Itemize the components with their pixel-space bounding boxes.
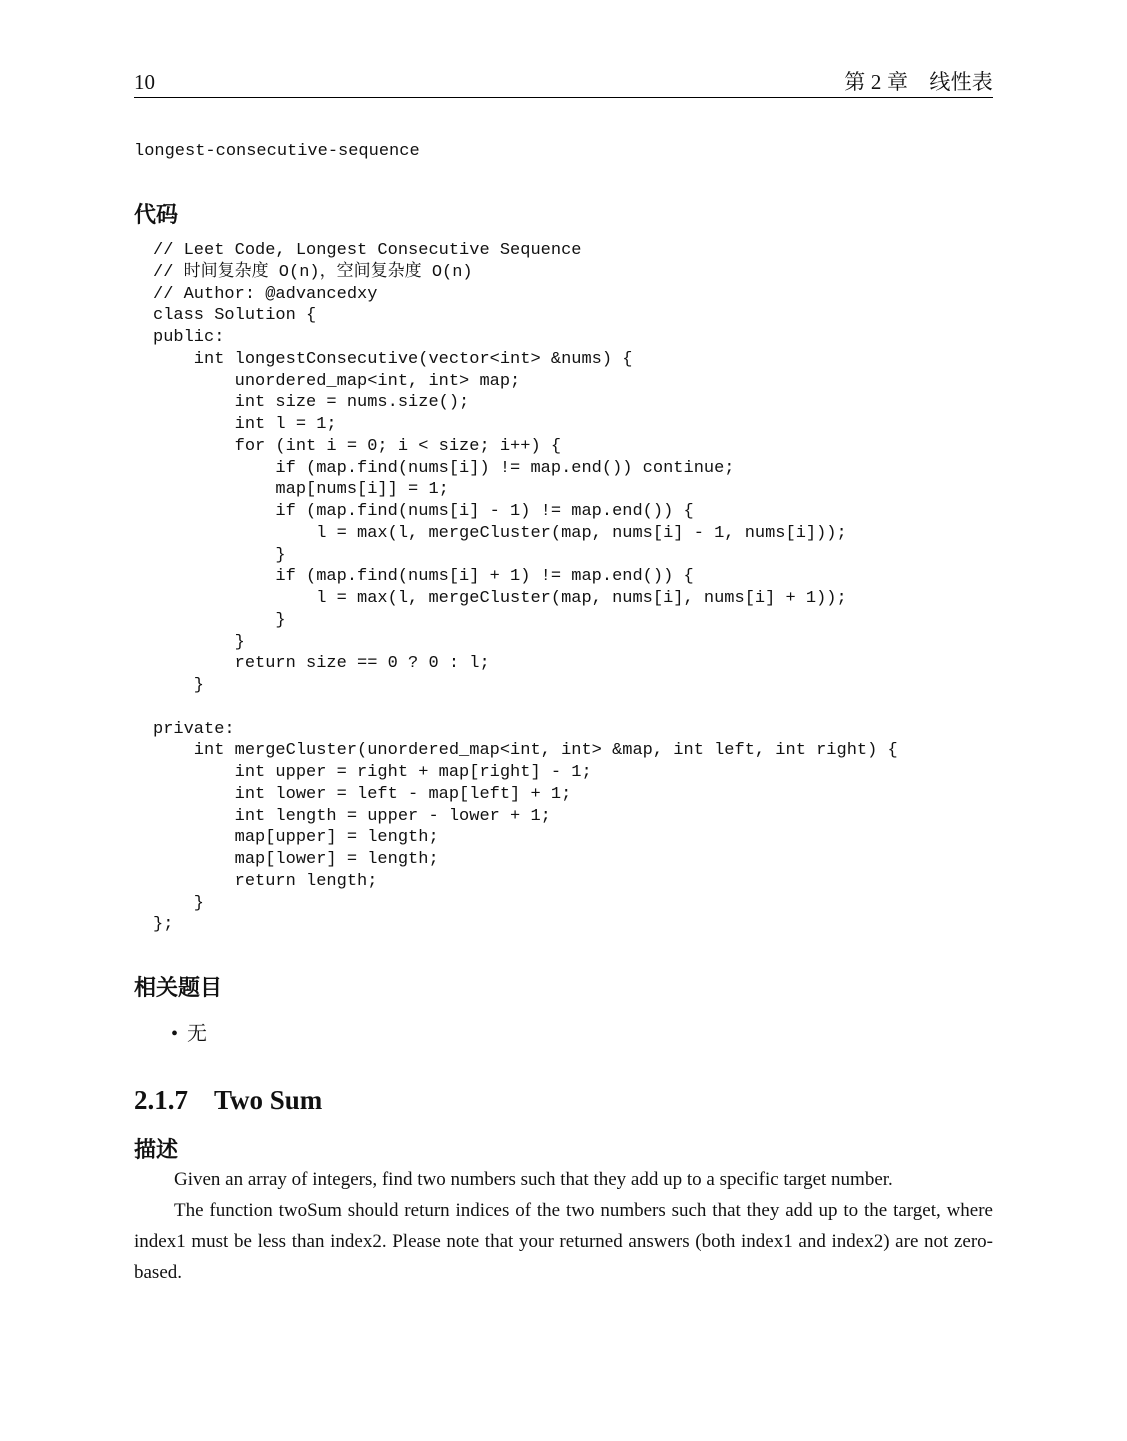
code-line: int upper = right + map[right] - 1; xyxy=(153,763,592,782)
code-line: map[lower] = length; xyxy=(153,850,439,869)
code-line: if (map.find(nums[i] + 1) != map.end()) { xyxy=(153,567,694,587)
book-page xyxy=(134,0,993,1441)
code-line: class Solution { xyxy=(153,306,317,326)
code-line: int l = 1; xyxy=(153,415,337,434)
page-number: 10 xyxy=(134,70,155,94)
bullet-marker: • xyxy=(171,1023,179,1045)
code-line: int longestConsecutive(vector<int> &nums) { xyxy=(153,349,633,369)
code-line: // Leet Code, Longest Consecutive Sequence xyxy=(153,241,582,260)
code-section-label: 代码 xyxy=(134,203,179,228)
code-line: l = max(l, mergeCluster(map, nums[i] - 1, nums[i])); xyxy=(153,523,847,543)
section-heading xyxy=(134,1083,322,1117)
description-paragraph: Given an array of integers, find two numbers such that they add up to a specific target number. xyxy=(174,1169,893,1190)
code-line: } xyxy=(153,676,205,695)
code-line: unordered_map<int, int> map; xyxy=(153,371,521,391)
chapter-title: 第 2 章 线性表 xyxy=(844,70,993,94)
code-line: for (int i = 0; i < size; i++) { xyxy=(153,436,562,456)
problem-id: longest-consecutive-sequence xyxy=(134,142,420,161)
code-line: public: xyxy=(153,328,225,347)
section-number: 2.1.7 xyxy=(134,1085,188,1115)
code-line: int size = nums.size(); xyxy=(153,393,470,413)
code-line: // 时间复杂度 O(n)，空间复杂度 O(n) xyxy=(153,262,473,282)
code-line: if (map.find(nums[i]) != map.end()) continue; xyxy=(153,458,735,478)
code-block xyxy=(153,240,983,940)
code-line: }; xyxy=(153,915,174,935)
section-title: Two Sum xyxy=(214,1085,323,1115)
description-paragraph: The function twoSum should return indices of the two numbers such that they add up to the target, where index1 must be less than index2. Please note that your returned answers (both index1 and index2) are not zero-based. xyxy=(134,1200,993,1283)
code-line: int lower = left - map[left] + 1; xyxy=(153,784,572,804)
code-line: private: xyxy=(153,719,235,739)
code-line: int mergeCluster(unordered_map<int, int> &map, int left, int right) { xyxy=(153,741,898,761)
code-line: // Author: @advancedxy xyxy=(153,284,378,304)
code-line: if (map.find(nums[i] - 1) != map.end()) { xyxy=(153,502,694,521)
code-line: } xyxy=(153,893,205,913)
code-line: int length = upper - lower + 1; xyxy=(153,806,551,826)
code-line: map[upper] = length; xyxy=(153,828,439,848)
code-line: } xyxy=(153,632,245,652)
page-header xyxy=(134,68,993,98)
code-line: } xyxy=(153,610,286,630)
related-item: 无 xyxy=(187,1023,207,1045)
code-line: return length; xyxy=(153,871,378,891)
code-line: return size == 0 ? 0 : l; xyxy=(153,654,490,674)
code-line: l = max(l, mergeCluster(map, nums[i], nums[i] + 1)); xyxy=(153,589,847,608)
description-section-label: 描述 xyxy=(134,1138,179,1163)
code-line: } xyxy=(153,545,286,565)
related-list xyxy=(171,1021,207,1047)
related-section-label: 相关题目 xyxy=(134,976,223,1001)
code-line xyxy=(153,697,983,719)
code-line: map[nums[i]] = 1; xyxy=(153,480,449,500)
